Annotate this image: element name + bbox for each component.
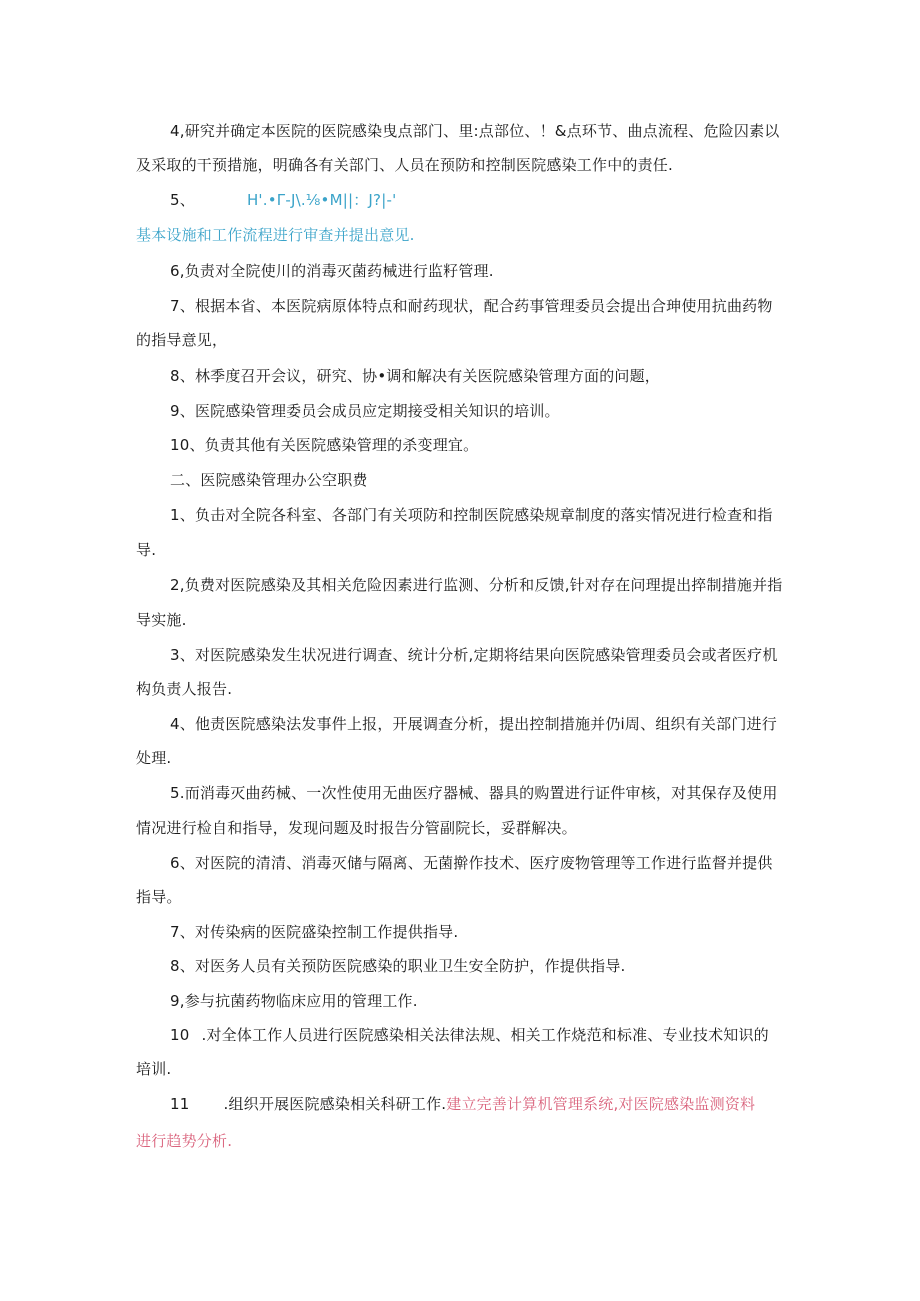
para-5-line-1 [170,190,396,210]
para-7-line-1: 7、根据本省、本医院病原体特点和耐药现状，配合药事管理委员会提出合珅使用抗曲药物 [170,297,773,315]
item-11-line-1 [170,1094,755,1114]
item-8-line-1: 8、对医务人员有关预防医院感染的职业卫生安全防护，作提供指导. [170,957,626,975]
item-4-line-2: 处理. [136,749,172,767]
para-4-line-2: 及采取的干预措施，明确各有关部门、人员在预防和控制医院感染工作中的责任. [136,156,673,174]
item-4-line-1: 4、他责医院感染法发事件上报，开展调查分析，提出控制措施并仍i周、组织有关部门进行 [170,715,777,733]
item-11-highlight-text: 建立完善计算机管理系统,对医院感染监测资料 [446,1095,756,1113]
item-3-line-1: 3、对医院感染发生状况进行调查、统计分析,定期将结果向医院感染管理委员会或者医疗机 [170,646,778,664]
item-9-line-1: 9,参与抗菌药物临床应用的管理工作. [170,992,418,1010]
item-1-line-1: 1、负击对全院各科室、各部门有关项防和控制医院感染规章制度的落实情况进行检查和指 [170,506,773,524]
para-9-line-1: 9、医院感染管理委员会成员应定期接受相关知识的培训。 [170,402,560,420]
item-7-line-1: 7、对传染病的医院盛染控制工作提供指导. [170,923,459,941]
item-6-line-2: 指导。 [136,888,182,906]
item-1-line-2: 导. [136,541,157,559]
item-10-line-2: 培训. [136,1060,172,1078]
item-5-line-2: 情况进行检自和指导，发现问题及时报告分管副院长，妥群解决。 [136,819,577,837]
para-6-line-1: 6,负责对全院使川的消毒灭菌药械进行监籽管理. [170,262,494,280]
item-10-number: 10 [170,1026,190,1044]
item-2-line-1: 2,负费对医院感染及其相关危险因素进行监测、分析和反馈,针对存在问理提出捽制措施并指 [170,576,783,594]
item-11-line-2: 进行趋势分析. [136,1132,233,1150]
para-8-line-1: 8、林季度召开会议，研究、协•调和解决有关医院感染管理方面的问题， [170,367,660,385]
item-6-line-1: 6、对医院的清清、消毒灭储与隔离、无菌擀作技术、医疗废物管理等工作进行监督并提供 [170,854,773,872]
item-11-number: 11 [170,1095,190,1113]
para-10-line-1: 10、负责其他有关医院感染管理的杀变理宜。 [170,436,479,454]
para-5-garbled-text: H'.•Γ-J\.⅛•M||：J?|-' [246,191,397,209]
item-5-line-1: 5.而消毒灭曲药械、一次性使用无曲医疗器械、器具的购置进行证件审核，对其保存及使用 [170,784,778,802]
para-5-line-2: 基本设施和工作流程进行审查并提出意见. [136,226,415,244]
para-7-line-2: 的指导意见， [136,331,228,349]
item-11-text: .组织开展医院感染相关科研工作. [223,1095,447,1113]
section-2-heading: 二、医院感染管理办公空职费 [170,471,368,489]
item-2-line-2: 导实施. [136,611,187,629]
para-4-line-1: 4,研究并确定本医院的医院感染曳点部门、里:点部位、！&点环节、曲点流程、危险囚素以 [170,122,780,140]
item-10-line-1 [170,1025,769,1045]
para-5-number: 5、 [170,191,195,209]
item-3-line-2: 构负责人报告. [136,680,233,698]
item-10-text: .对全体工作人员进行医院感染相关法律法规、相关工作烧范和标准、专业技术知识的 [201,1026,769,1044]
